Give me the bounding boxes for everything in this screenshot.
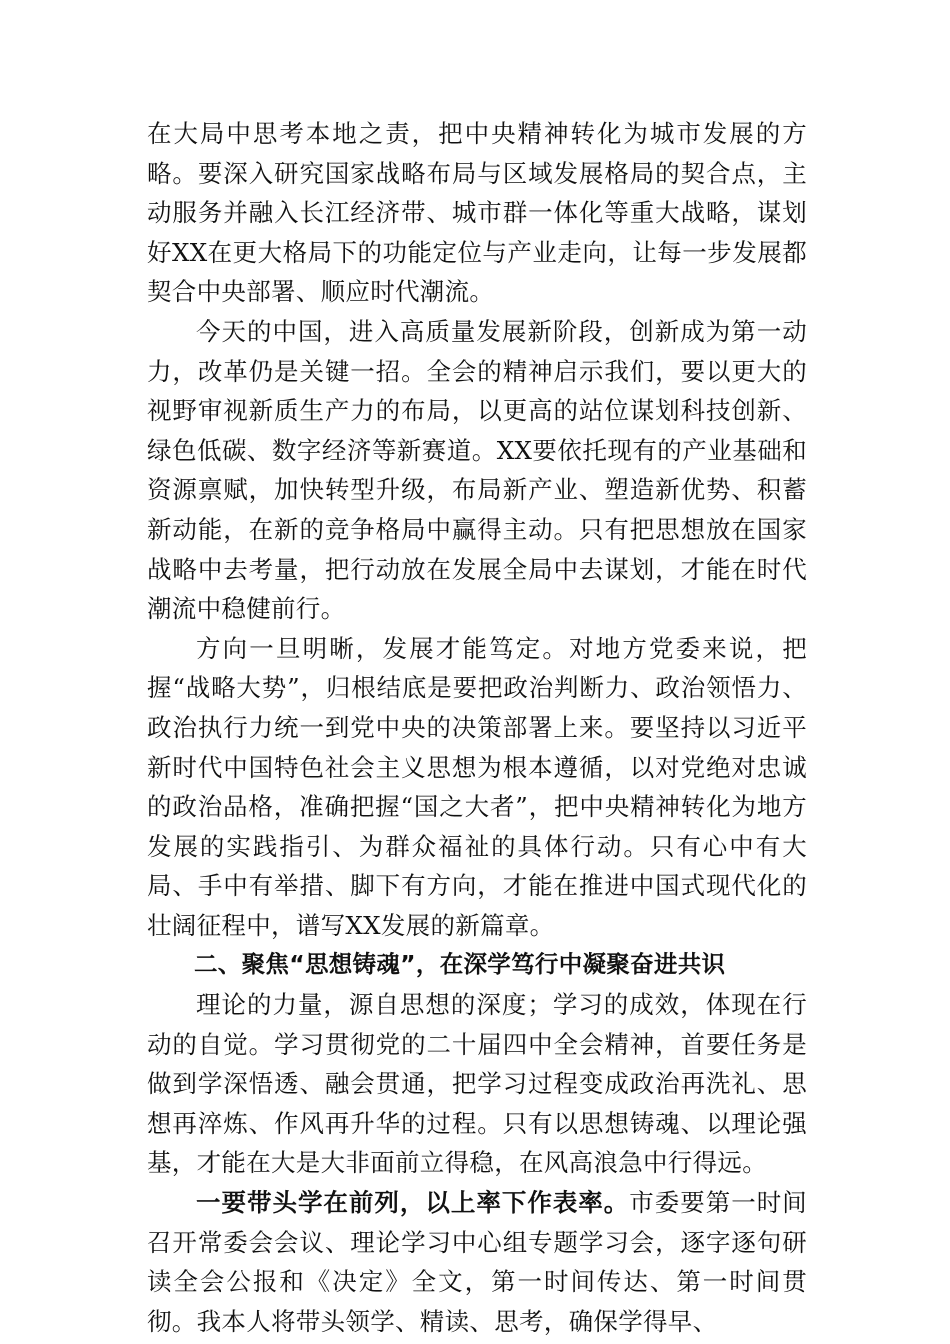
document-body [147,114,807,1341]
paragraph-1: 在大局中思考本地之责，把中央精神转化为城市发展的方略。要深入研究国家战略布局与区域发展格局的契合点，主动服务并融入长江经济带、城市群一体化等重大战略，谋划好XX在更大格局下的功能定位与产业走向，让每一步发展都契合中央部署、顺应时代潮流。 [147,119,807,307]
paragraph-2: 今天的中国，进入高质量发展新阶段，创新成为第一动力，改革仍是关键一招。全会的精神启示我们，要以更大的视野审视新质生产力的布局，以更高的站位谋划科技创新、绿色低碳、数字经济等新赛道。XX要依托现有的产业基础和资源禀赋，加快转型升级，布局新产业、塑造新优势、积蓄新动能，在新的竞争格局中赢得主动。只有把思想放在国家战略中去考量，把行动放在发展全局中去谋划，才能在时代潮流中稳健前行。 [147,316,807,624]
paragraph-3: 方向一旦明晰，发展才能笃定。对地方党委来说，把握“战略大势”，归根结底是要把政治判断力、政治领悟力、政治执行力统一到党中央的决策部署上来。要坚持以习近平新时代中国特色社会主义思想为根本遵循，以对党绝对忠诚的政治品格，准确把握“国之大者”，把中央精神转化为地方发展的实践指引、为群众福祉的具体行动。只有心中有大局、手中有举措、脚下有方向，才能在推进中国式现代化的壮阔征程中，谱写XX发展的新篇章。 [147,633,807,940]
paragraph-5 [147,1183,807,1341]
paragraph-4: 理论的力量，源自思想的深度；学习的成效，体现在行动的自觉。学习贯彻党的二十届四中全会精神，首要任务是做到学深悟透、融会贯通，把学习过程变成政治再洗礼、思想再淬炼、作风再升华的过程。只有以思想铸魂、以理论强基，才能在大是大非面前立得稳，在风高浪急中行得远。 [147,990,807,1178]
point-one-body: 市委要第一时间召开常委会会议、理论学习中心组专题学习会，逐字逐句研读全会公报和《决定》全文，第一时间传达、第一时间贯彻。我本人将带头领学、精读、思考，确保学得早、 [147,1188,807,1336]
point-one-lead: 一要带头学在前列，以上率下作表率。 [196,1188,630,1218]
section-heading: 二、聚焦“思想铸魂”，在深学笃行中凝聚奋进共识 [194,950,726,979]
